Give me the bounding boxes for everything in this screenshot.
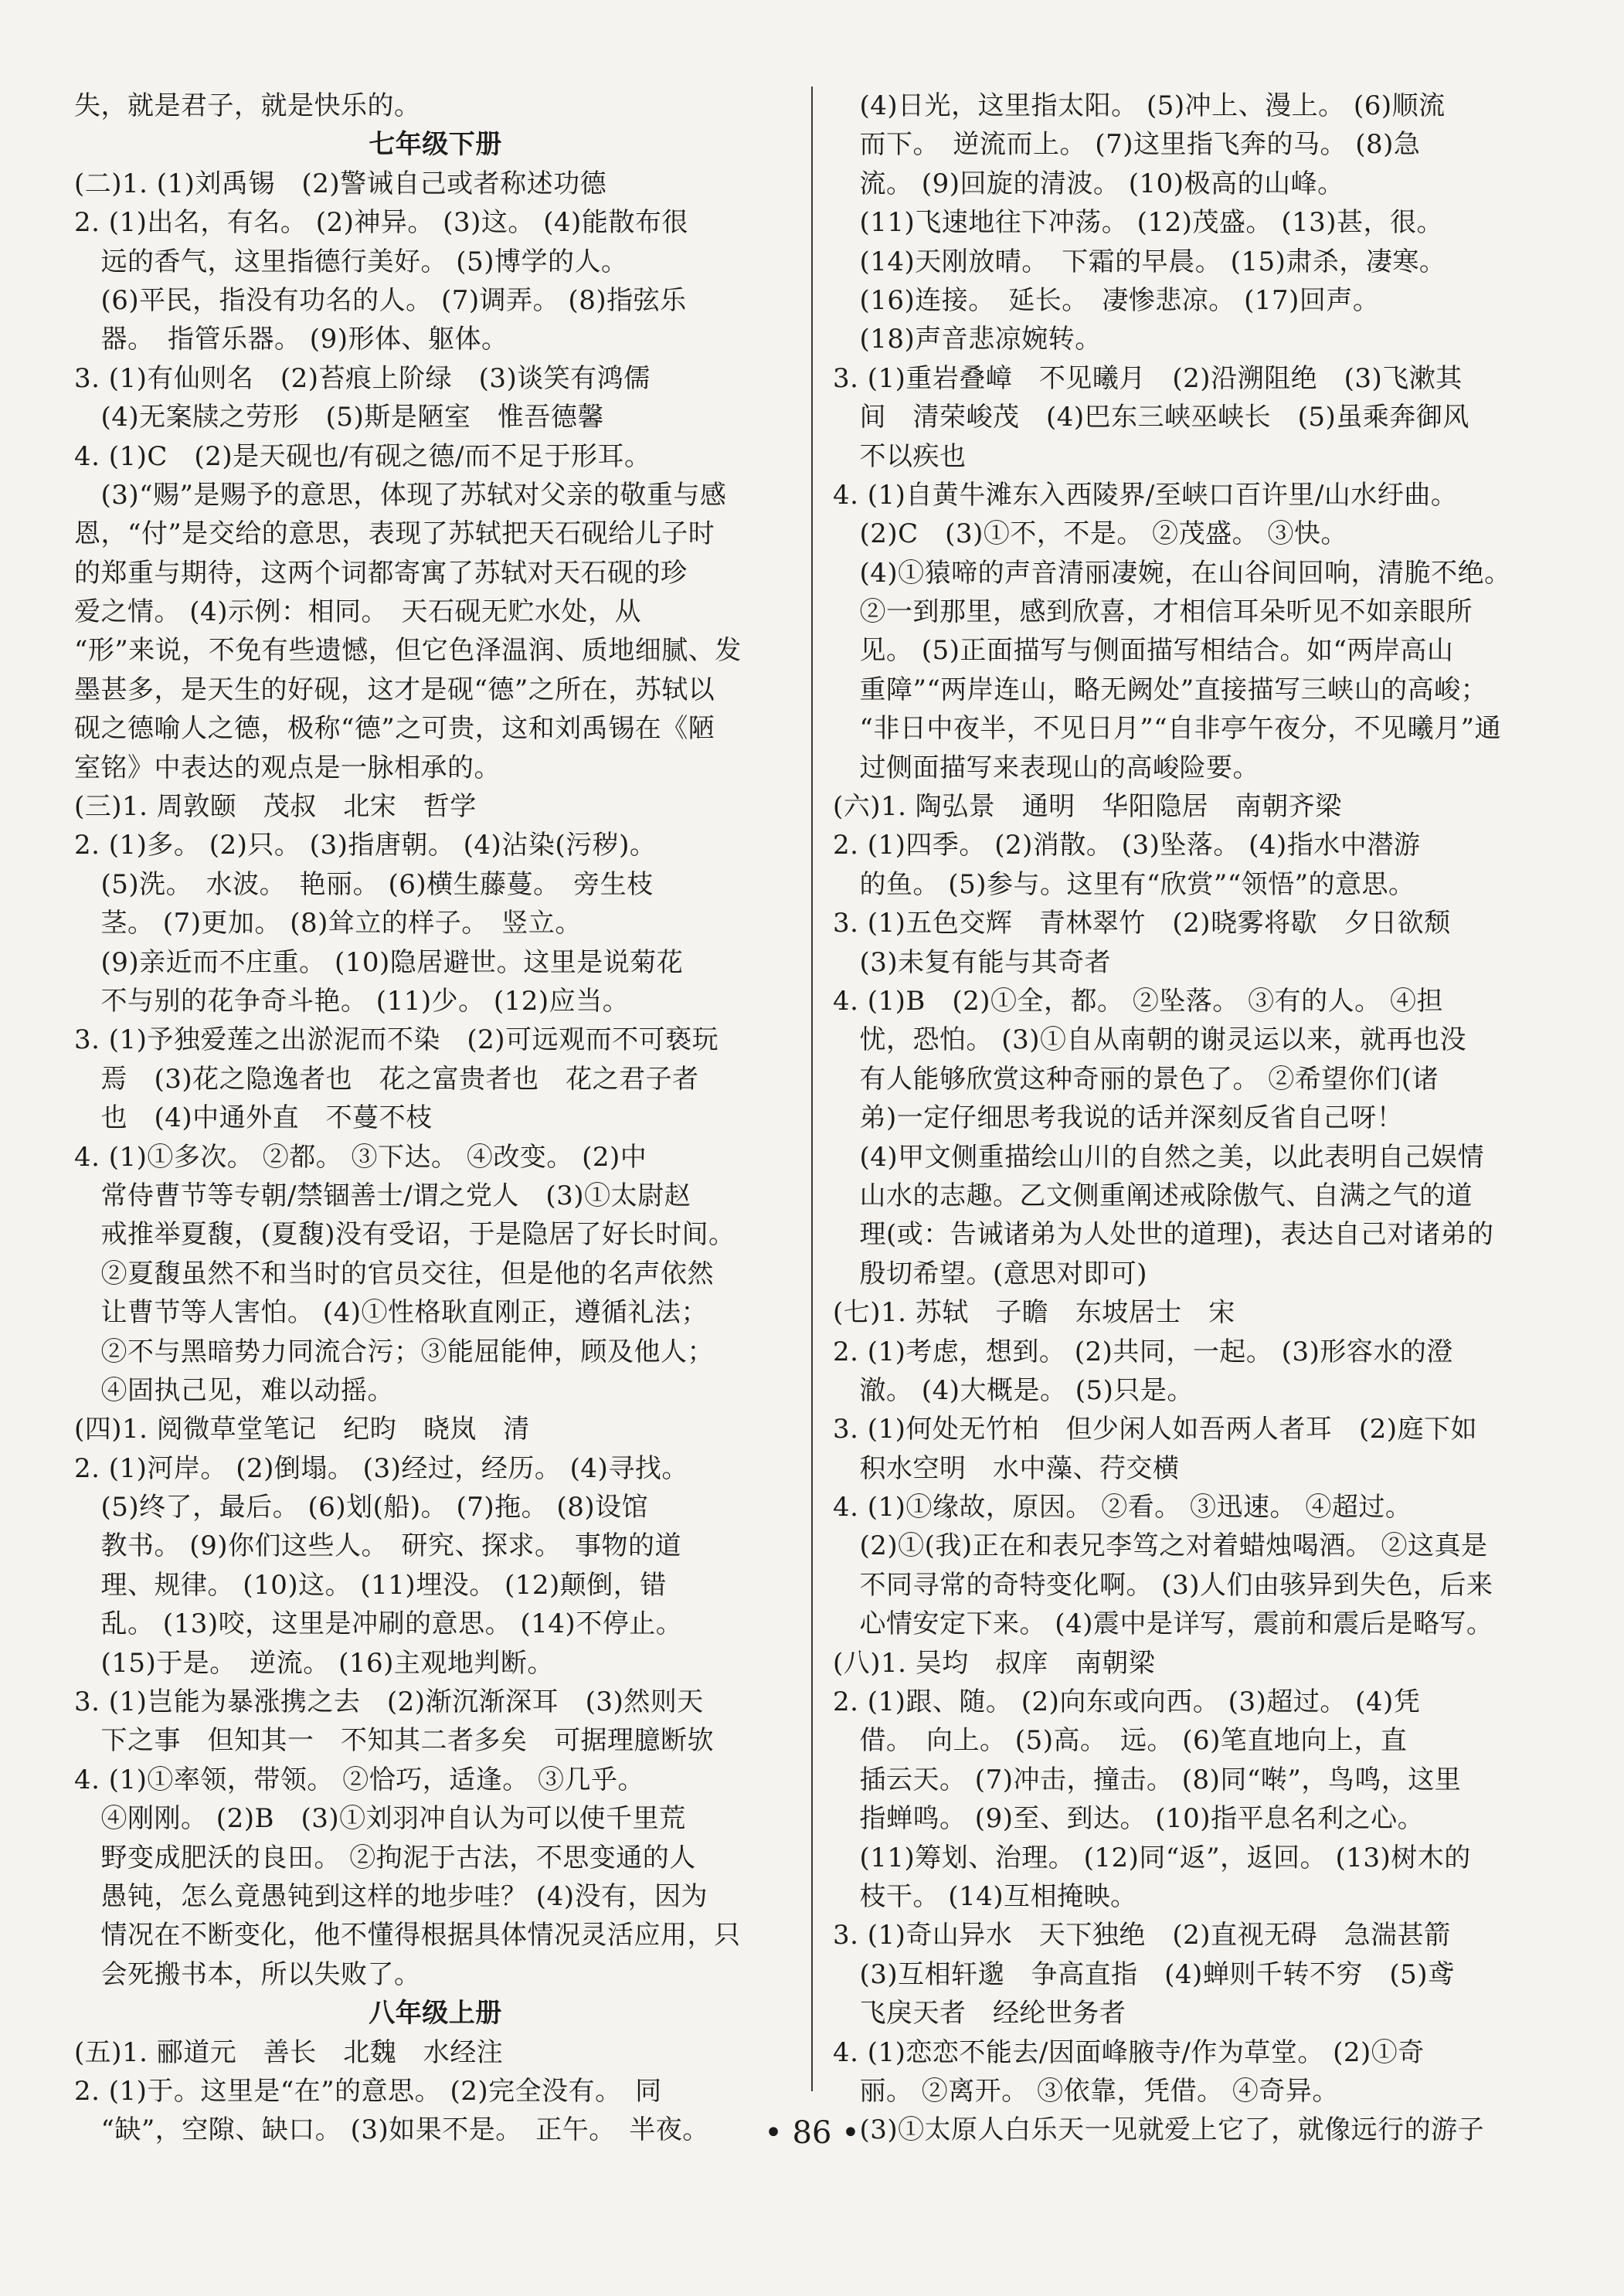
text-line: 2. (1)跟、随。 (2)向东或向西。 (3)超过。 (4)凭 [833,1686,1421,1718]
text-line: “缺”，空隙、缺口。 (3)如果不是。 正午。 半夜。 [74,2114,709,2146]
text-line: 重障”“两岸连山，略无阙处”直接描写三峡山的高峻； [833,674,1488,705]
text-line: 2. (1)四季。 (2)消散。 (3)坠落。 (4)指水中潜游 [833,830,1421,861]
text-line: ②不与黑暗势力同流合污；③能屈能伸，顾及他人； [74,1336,714,1367]
text-line: 4. (1)B (2)①全，都。 ②坠落。 ③有的人。 ④担 [833,985,1443,1017]
text-line: 愚钝，怎么竟愚钝到这样的地步哇？ (4)没有，因为 [74,1880,708,1912]
text-line: 2. (1)出名，有名。 (2)神异。 (3)这。 (4)能散布很 [74,207,688,239]
text-line: 4. (1)①缘故，原因。 ②看。 ③迅速。 ④超过。 [833,1492,1412,1523]
text-line: 墨甚多，是天生的好砚，这才是砚“德”之所在，苏轼以 [74,674,715,705]
text-line: 弟)一定仔细思考我说的话并深刻反省自己呀！ [833,1102,1404,1134]
text-line: (4)甲文侧重描绘山川的自然之美，以此表明自己娱情 [833,1141,1485,1173]
text-line: (三)1. 周敦颐 茂叔 北宋 哲学 [74,791,477,823]
text-line: (四)1. 阅微草堂笔记 纪昀 晓岚 清 [74,1414,530,1445]
text-line: (5)终了，最后。 (6)划(船)。 (7)拖。 (8)设馆 [74,1492,649,1523]
text-line: 器。 指管乐器。 (9)形体、躯体。 [74,324,508,355]
text-line: 4. (1)①率领，带领。 ②恰巧，适逢。 ③几乎。 [74,1764,645,1795]
text-line: (3)①太原人白乐天一见就爱上它了，就像远行的游子 [833,2114,1485,2146]
text-line: 4. (1)自黄牛滩东入西陵界/至峡口百许里/山水纡曲。 [833,479,1458,511]
text-line: 远的香气，这里指德行美好。 (5)博学的人。 [74,246,628,277]
text-line: (二)1. (1)刘禹锡 (2)警诫自己或者称述功德 [74,168,607,199]
text-line: “非日中夜半，不见日月”“自非亭午夜分，不见曦月”通 [833,713,1502,745]
text-line: 心情安定下来。 (4)震中是详写，震前和震后是略写。 [833,1608,1493,1640]
text-line: (七)1. 苏轼 子瞻 东坡居士 宋 [833,1297,1235,1329]
text-line: 3. (1)有仙则名 (2)苔痕上阶绿 (3)谈笑有鸿儒 [74,362,651,394]
text-line: (18)声音悲凉婉转。 [833,324,1102,355]
text-line: 恩，“付”是交给的意思，表现了苏轼把天石砚给儿子时 [74,518,715,550]
text-line: 间 清荣峻茂 (4)巴东三峡巫峡长 (5)虽乘奔御风 [833,402,1469,433]
text-line: 让曹节等人害怕。 (4)①性格耿直刚正，遵循礼法； [74,1297,708,1329]
text-line: 3. (1)五色交辉 青林翠竹 (2)晓雾将歇 夕日欲颓 [833,908,1451,939]
text-line: 3. (1)奇山异水 天下独绝 (2)直视无碍 急湍甚箭 [833,1920,1451,1951]
text-line: 山水的志趣。乙文侧重阐述戒除傲气、自满之气的道 [833,1180,1473,1211]
page-number: • 86 • [764,2115,860,2151]
text-line: 不同寻常的奇特变化啊。 (3)人们由骇异到失色，后来 [833,1569,1493,1601]
text-line: 有人能够欣赏这种奇丽的景色了。 ②希望你们(诸 [833,1063,1439,1095]
text-line: 3. (1)岂能为暴涨携之去 (2)渐沉渐深耳 (3)然则天 [74,1686,704,1718]
text-line: 丽。 ②离开。 ③依靠，凭借。 ④奇异。 [833,2075,1339,2107]
text-line: 4. (1)恋恋不能去/因面峰腋寺/作为草堂。 (2)①奇 [833,2036,1425,2068]
text-line: (6)平民，指没有功名的人。 (7)调弄。 (8)指弦乐 [74,284,687,316]
text-line: 2. (1)河岸。 (2)倒塌。 (3)经过，经历。 (4)寻找。 [74,1452,688,1484]
right-column [833,87,1555,2150]
text-line: (4)日光，这里指太阳。 (5)冲上、漫上。 (6)顺流 [833,90,1446,121]
text-line: 会死搬书本，所以失败了。 [74,1958,421,1990]
text-line: 流。 (9)回旋的清波。 (10)极高的山峰。 [833,168,1344,199]
text-line: “形”来说，不免有些遗憾，但它色泽温润、质地细腻、发 [74,635,742,667]
text-line: (16)连接。 延长。 凄惨悲凉。 (17)回声。 [833,284,1380,316]
text-line: 理(或：告诫诸弟为人处世的道理)，表达自己对诸弟的 [833,1219,1494,1251]
text-line: 焉 (3)花之隐逸者也 花之富贵者也 花之君子者 [74,1063,699,1095]
text-line: 茎。 (7)更加。 (8)耸立的样子。 竖立。 [74,908,582,939]
left-column [74,87,797,2150]
text-line: 情况在不断变化，他不懂得根据具体情况灵活应用，只 [74,1920,741,1951]
text-line: (八)1. 吴均 叔庠 南朝梁 [833,1647,1156,1679]
text-line: 教书。 (9)你们这些人。 研究、探求。 事物的道 [74,1530,681,1562]
text-line: (5)洗。 水波。 艳丽。 (6)横生藤蔓。 旁生枝 [74,868,654,900]
text-line: 4. (1)C (2)是天砚也/有砚之德/而不足于形耳。 [74,440,651,472]
text-line: 忧，恐怕。 (3)①自从南朝的谢灵运以来，就再也没 [833,1024,1466,1056]
text-line: (9)亲近而不庄重。 (10)隐居避世。这里是说菊花 [74,946,684,978]
text-line: ④刚刚。 (2)B (3)①刘羽冲自认为可以使千里荒 [74,1803,686,1835]
text-line: 野变成肥沃的良田。 ②拘泥于古法，不思变通的人 [74,1842,696,1873]
text-line: 常侍曹节等专朝/禁锢善士/谓之党人 (3)①太尉赵 [74,1180,691,1211]
text-line: 见。 (5)正面描写与侧面描写相结合。如“两岸高山 [833,635,1454,667]
section-heading: 八年级上册 [369,1998,502,2029]
text-line: 2. (1)多。 (2)只。 (3)指唐朝。 (4)沾染(污秽)。 [74,830,657,861]
text-line: 2. (1)于。这里是“在”的意思。 (2)完全没有。 同 [74,2075,662,2107]
text-line: 飞戾天者 经纶世务者 [833,1998,1126,2029]
text-line: ②一到那里，感到欣喜，才相信耳朵听见不如亲眼所 [833,596,1473,628]
text-line: 2. (1)考虑，想到。 (2)共同，一起。 (3)形容水的澄 [833,1336,1453,1367]
text-line: 积水空明 水中藻、荇交横 [833,1452,1180,1484]
text-line: ②夏馥虽然不和当时的官员交往，但是他的名声依然 [74,1258,714,1289]
text-line: 不与别的花争奇斗艳。 (11)少。 (12)应当。 [74,985,630,1017]
text-line: (2)①(我)正在和表兄李笃之对着蜡烛喝酒。 ②这真是 [833,1530,1488,1562]
text-line: 不以疾也 [833,440,967,472]
text-line: 的郑重与期待，这两个词都寄寓了苏轼对天石砚的珍 [74,557,688,589]
text-line: 4. (1)①多次。 ②都。 ③下达。 ④改变。 (2)中 [74,1141,647,1173]
text-line: 失，就是君子，就是快乐的。 [74,90,421,121]
text-line: (11)飞速地往下冲荡。 (12)茂盛。 (13)甚，很。 [833,207,1443,239]
text-line: (4)无案牍之劳形 (5)斯是陋室 惟吾德馨 [74,402,604,433]
text-line: 而下。 逆流而上。 (7)这里指飞奔的马。 (8)急 [833,129,1421,161]
text-line: 的鱼。 (5)参与。这里有“欣赏”“领悟”的意思。 [833,868,1415,900]
text-line: (4)①猿啼的声音清丽凄婉，在山谷间回响，清脆不绝。 [833,557,1511,589]
text-line: 砚之德喻人之德，极称“德”之可贵，这和刘禹锡在《陋 [74,713,715,745]
text-line: (15)于是。 逆流。 (16)主观地判断。 [74,1647,554,1679]
text-line: 戒推举夏馥，(夏馥)没有受诏，于是隐居了好长时间。 [74,1219,736,1251]
text-line: 澈。 (4)大概是。 (5)只是。 [833,1374,1194,1406]
text-line: 理、规律。 (10)这。 (11)埋没。 (12)颠倒，错 [74,1569,667,1601]
text-line: 过侧面描写来表现山的高峻险要。 [833,752,1259,783]
text-line: (3)“赐”是赐予的意思，体现了苏轼对父亲的敬重与感 [74,479,727,511]
text-line: 指蝉鸣。 (9)至、到达。 (10)指平息名利之心。 [833,1803,1425,1835]
text-line: 也 (4)中通外直 不蔓不枝 [74,1102,433,1134]
text-line: (3)未复有能与其奇者 [833,946,1112,978]
text-line: 殷切希望。(意思对即可) [833,1258,1148,1289]
text-line: 3. (1)何处无竹柏 但少闲人如吾两人者耳 (2)庭下如 [833,1414,1478,1445]
text-line: 插云天。 (7)冲击，撞击。 (8)同“啭”，鸟鸣，这里 [833,1764,1462,1795]
text-line: (14)天刚放晴。 下霜的早晨。 (15)肃杀，凄寒。 [833,246,1446,277]
text-line: 3. (1)重岩叠嶂 不见曦月 (2)沿溯阻绝 (3)飞漱其 [833,362,1463,394]
text-line: 枝干。 (14)互相掩映。 [833,1880,1137,1912]
text-line: 借。 向上。 (5)高。 远。 (6)笔直地向上，直 [833,1725,1408,1757]
text-line: 下之事 但知其一 不知其二者多矣 可据理臆断欤 [74,1725,714,1757]
text-line: 乱。 (13)咬，这里是冲刷的意思。 (14)不停止。 [74,1608,683,1640]
text-line: ④固执己见，难以动摇。 [74,1374,394,1406]
text-line: (3)互相轩邈 争高直指 (4)蝉则千转不穷 (5)鸢 [833,1958,1455,1990]
text-line: (11)筹划、治理。 (12)同“返”，返回。 (13)树木的 [833,1842,1471,1873]
text-line: (2)C (3)①不，不是。 ②茂盛。 ③快。 [833,518,1347,550]
text-line: (五)1. 郦道元 善长 北魏 水经注 [74,2036,504,2068]
text-line: 3. (1)予独爱莲之出淤泥而不染 (2)可远观而不可亵玩 [74,1024,719,1056]
column-divider [811,87,813,2091]
text-line: 室铭》中表达的观点是一脉相承的。 [74,752,501,783]
text-line: (六)1. 陶弘景 通明 华阳隐居 南朝齐梁 [833,791,1342,823]
text-line: 爱之情。 (4)示例：相同。 天石砚无贮水处，从 [74,596,641,628]
section-heading: 七年级下册 [369,129,502,161]
